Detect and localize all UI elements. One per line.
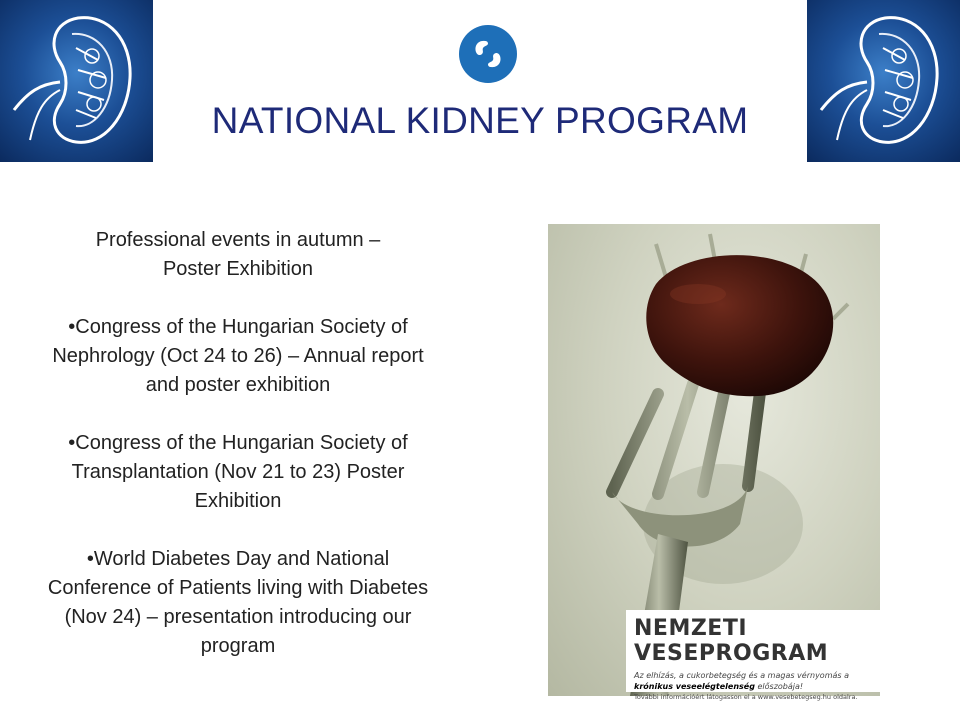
kidney-logo-icon bbox=[458, 24, 518, 84]
heading-line-1: Professional events in autumn – bbox=[95, 229, 381, 251]
event-item: •Congress of the Hungarian Society of Transplantation (Nov 21 to 23) Poster Exhibition bbox=[68, 432, 408, 512]
poster-line-2 bbox=[626, 681, 880, 692]
event-item: •World Diabetes Day and National Conference of Patients living with Diabetes (Nov 24) – presentation introducing our program bbox=[47, 548, 429, 657]
event-item: •Congress of the Hungarian Society of Nephrology (Oct 24 to 26) – Annual report and poster exhibition bbox=[52, 316, 424, 396]
poster-line-3: További információért látogasson el a www.vesebetegseg.hu oldalra. bbox=[634, 693, 858, 701]
poster-line-2-rest: előszobája! bbox=[754, 682, 804, 691]
kidney-illustration-icon bbox=[807, 0, 960, 162]
poster-line-1: Az elhízás, a cukorbetegség és a magas vérnyomás a bbox=[634, 671, 850, 680]
kidney-illustration-icon bbox=[0, 0, 153, 162]
poster-line-2-bold: krónikus veseelégtelenség bbox=[634, 682, 755, 691]
section-heading bbox=[40, 226, 436, 284]
campaign-poster bbox=[548, 224, 880, 701]
event-list bbox=[40, 226, 436, 690]
page-title: NATIONAL KIDNEY PROGRAM bbox=[211, 100, 749, 141]
heading-line-2: Poster Exhibition bbox=[162, 258, 314, 280]
kidney-panel-left bbox=[0, 0, 153, 162]
kidney-panel-right bbox=[807, 0, 960, 162]
poster-banner bbox=[626, 610, 880, 701]
poster-title: NEMZETI VESEPROGRAM bbox=[634, 616, 829, 666]
